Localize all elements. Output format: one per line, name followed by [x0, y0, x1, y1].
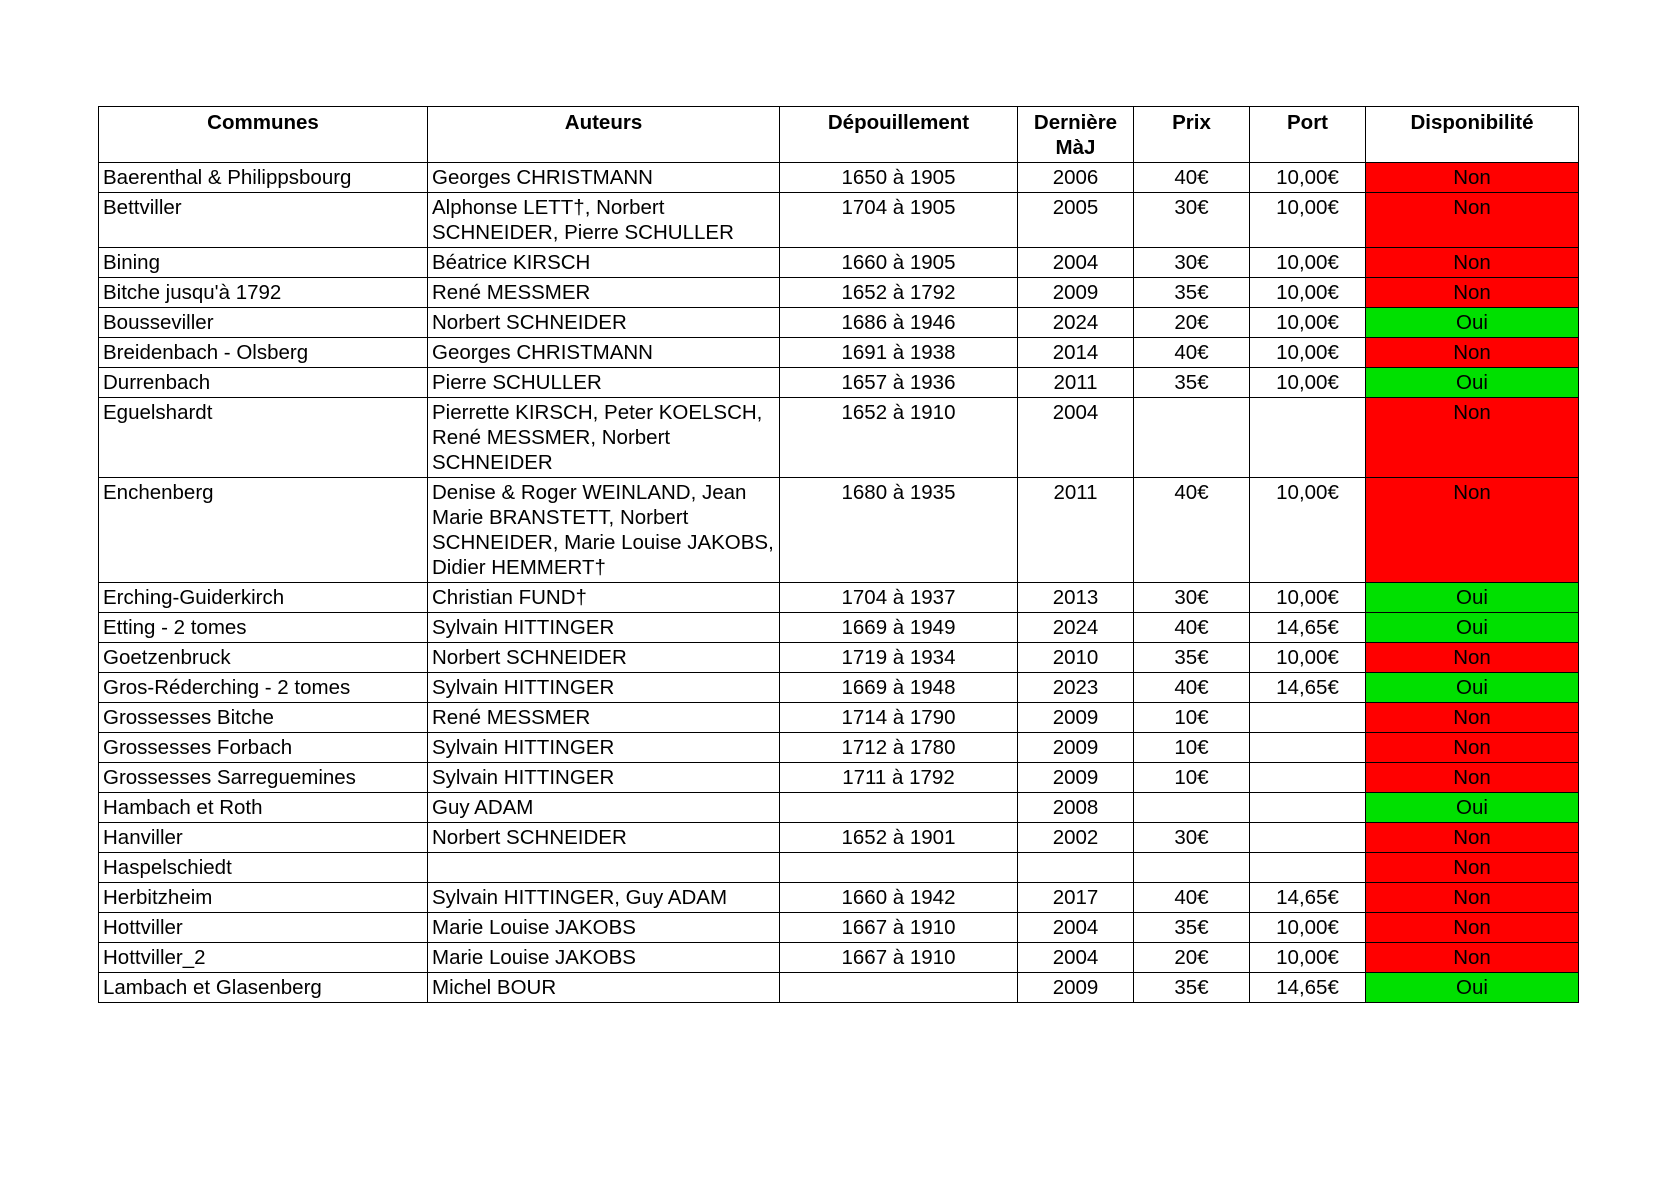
cell-commune: Grossesses Forbach — [99, 733, 428, 763]
cell-prix — [1134, 793, 1250, 823]
cell-auteurs: Pierrette KIRSCH, Peter KOELSCH, René MESSMER, Norbert SCHNEIDER — [428, 398, 780, 478]
header-prix: Prix — [1134, 107, 1250, 163]
cell-commune: Hottviller — [99, 913, 428, 943]
table-row — [99, 763, 1579, 793]
cell-depouillement — [780, 853, 1018, 883]
cell-prix — [1134, 853, 1250, 883]
cell-port: 10,00€ — [1250, 368, 1366, 398]
cell-prix: 20€ — [1134, 308, 1250, 338]
cell-prix: 20€ — [1134, 943, 1250, 973]
cell-derniere-maj: 2024 — [1018, 308, 1134, 338]
cell-derniere-maj: 2005 — [1018, 193, 1134, 248]
cell-prix: 35€ — [1134, 913, 1250, 943]
cell-auteurs: Guy ADAM — [428, 793, 780, 823]
cell-prix: 10€ — [1134, 733, 1250, 763]
table-row — [99, 673, 1579, 703]
cell-port: 10,00€ — [1250, 248, 1366, 278]
cell-derniere-maj: 2011 — [1018, 478, 1134, 583]
status-badge-disponibilite: Oui — [1366, 368, 1579, 398]
cell-port: 10,00€ — [1250, 163, 1366, 193]
header-auteurs: Auteurs — [428, 107, 780, 163]
table-row — [99, 853, 1579, 883]
cell-derniere-maj: 2017 — [1018, 883, 1134, 913]
cell-prix: 35€ — [1134, 973, 1250, 1003]
cell-auteurs: René MESSMER — [428, 278, 780, 308]
table-row — [99, 823, 1579, 853]
cell-depouillement: 1711 à 1792 — [780, 763, 1018, 793]
status-badge-disponibilite: Non — [1366, 763, 1579, 793]
cell-prix: 40€ — [1134, 163, 1250, 193]
cell-depouillement — [780, 793, 1018, 823]
table-row — [99, 163, 1579, 193]
status-badge-disponibilite: Oui — [1366, 308, 1579, 338]
cell-commune: Bousseviller — [99, 308, 428, 338]
status-badge-disponibilite: Non — [1366, 398, 1579, 478]
cell-derniere-maj: 2009 — [1018, 703, 1134, 733]
cell-port: 14,65€ — [1250, 883, 1366, 913]
table-row — [99, 278, 1579, 308]
table-row — [99, 338, 1579, 368]
cell-prix: 30€ — [1134, 583, 1250, 613]
cell-prix: 40€ — [1134, 478, 1250, 583]
cell-depouillement: 1669 à 1948 — [780, 673, 1018, 703]
status-badge-disponibilite: Non — [1366, 478, 1579, 583]
cell-derniere-maj: 2004 — [1018, 913, 1134, 943]
table-row — [99, 398, 1579, 478]
cell-depouillement: 1667 à 1910 — [780, 943, 1018, 973]
cell-auteurs: Sylvain HITTINGER — [428, 613, 780, 643]
cell-prix: 35€ — [1134, 278, 1250, 308]
cell-derniere-maj: 2006 — [1018, 163, 1134, 193]
cell-auteurs: Michel BOUR — [428, 973, 780, 1003]
status-badge-disponibilite: Oui — [1366, 973, 1579, 1003]
cell-depouillement: 1660 à 1905 — [780, 248, 1018, 278]
cell-derniere-maj: 2013 — [1018, 583, 1134, 613]
cell-prix: 40€ — [1134, 673, 1250, 703]
cell-depouillement: 1704 à 1937 — [780, 583, 1018, 613]
cell-port — [1250, 793, 1366, 823]
cell-depouillement: 1691 à 1938 — [780, 338, 1018, 368]
cell-port — [1250, 853, 1366, 883]
cell-derniere-maj: 2024 — [1018, 613, 1134, 643]
status-badge-disponibilite: Non — [1366, 278, 1579, 308]
status-badge-disponibilite: Non — [1366, 733, 1579, 763]
cell-port: 10,00€ — [1250, 583, 1366, 613]
cell-commune: Breidenbach - Olsberg — [99, 338, 428, 368]
table-row — [99, 793, 1579, 823]
cell-depouillement: 1669 à 1949 — [780, 613, 1018, 643]
cell-depouillement: 1712 à 1780 — [780, 733, 1018, 763]
status-badge-disponibilite: Non — [1366, 643, 1579, 673]
cell-auteurs: Georges CHRISTMANN — [428, 163, 780, 193]
table-row — [99, 248, 1579, 278]
cell-derniere-maj: 2004 — [1018, 248, 1134, 278]
cell-depouillement — [780, 973, 1018, 1003]
cell-port — [1250, 703, 1366, 733]
cell-auteurs: Norbert SCHNEIDER — [428, 643, 780, 673]
cell-commune: Goetzenbruck — [99, 643, 428, 673]
cell-prix: 40€ — [1134, 338, 1250, 368]
cell-derniere-maj: 2004 — [1018, 398, 1134, 478]
cell-auteurs: René MESSMER — [428, 703, 780, 733]
cell-depouillement: 1714 à 1790 — [780, 703, 1018, 733]
cell-prix: 10€ — [1134, 763, 1250, 793]
header-derniere-maj: Dernière MàJ — [1018, 107, 1134, 163]
cell-commune: Baerenthal & Philippsbourg — [99, 163, 428, 193]
cell-derniere-maj: 2011 — [1018, 368, 1134, 398]
table-row — [99, 308, 1579, 338]
cell-depouillement: 1660 à 1942 — [780, 883, 1018, 913]
status-badge-disponibilite: Non — [1366, 883, 1579, 913]
cell-prix: 35€ — [1134, 368, 1250, 398]
cell-auteurs: Georges CHRISTMANN — [428, 338, 780, 368]
table-row — [99, 478, 1579, 583]
cell-depouillement: 1652 à 1910 — [780, 398, 1018, 478]
cell-depouillement: 1680 à 1935 — [780, 478, 1018, 583]
cell-port — [1250, 763, 1366, 793]
status-badge-disponibilite: Oui — [1366, 673, 1579, 703]
cell-commune: Durrenbach — [99, 368, 428, 398]
cell-commune: Bining — [99, 248, 428, 278]
cell-port — [1250, 823, 1366, 853]
cell-commune: Grossesses Sarreguemines — [99, 763, 428, 793]
header-disponibilite: Disponibilité — [1366, 107, 1579, 163]
cell-auteurs: Marie Louise JAKOBS — [428, 943, 780, 973]
cell-commune: Haspelschiedt — [99, 853, 428, 883]
status-badge-disponibilite: Non — [1366, 823, 1579, 853]
cell-commune: Enchenberg — [99, 478, 428, 583]
cell-port — [1250, 733, 1366, 763]
cell-commune: Hottviller_2 — [99, 943, 428, 973]
cell-prix: 30€ — [1134, 248, 1250, 278]
cell-prix: 30€ — [1134, 193, 1250, 248]
cell-depouillement: 1704 à 1905 — [780, 193, 1018, 248]
cell-port: 10,00€ — [1250, 943, 1366, 973]
table-row — [99, 943, 1579, 973]
cell-auteurs: Norbert SCHNEIDER — [428, 823, 780, 853]
cell-commune: Hambach et Roth — [99, 793, 428, 823]
status-badge-disponibilite: Oui — [1366, 613, 1579, 643]
document-page — [98, 106, 1579, 1003]
cell-auteurs: Pierre SCHULLER — [428, 368, 780, 398]
cell-depouillement: 1686 à 1946 — [780, 308, 1018, 338]
header-row — [99, 107, 1579, 163]
cell-auteurs: Norbert SCHNEIDER — [428, 308, 780, 338]
cell-auteurs: Sylvain HITTINGER — [428, 763, 780, 793]
cell-prix: 40€ — [1134, 613, 1250, 643]
cell-commune: Bettviller — [99, 193, 428, 248]
cell-prix: 30€ — [1134, 823, 1250, 853]
cell-auteurs: Béatrice KIRSCH — [428, 248, 780, 278]
cell-auteurs: Sylvain HITTINGER, Guy ADAM — [428, 883, 780, 913]
status-badge-disponibilite: Non — [1366, 163, 1579, 193]
table-row — [99, 973, 1579, 1003]
cell-port: 14,65€ — [1250, 673, 1366, 703]
status-badge-disponibilite: Non — [1366, 703, 1579, 733]
table-row — [99, 193, 1579, 248]
cell-depouillement: 1650 à 1905 — [780, 163, 1018, 193]
cell-prix: 10€ — [1134, 703, 1250, 733]
status-badge-disponibilite: Oui — [1366, 583, 1579, 613]
cell-derniere-maj: 2009 — [1018, 973, 1134, 1003]
cell-port: 10,00€ — [1250, 478, 1366, 583]
cell-derniere-maj: 2009 — [1018, 278, 1134, 308]
cell-derniere-maj: 2009 — [1018, 763, 1134, 793]
cell-port: 10,00€ — [1250, 338, 1366, 368]
status-badge-disponibilite: Non — [1366, 853, 1579, 883]
table-row — [99, 883, 1579, 913]
header-communes: Communes — [99, 107, 428, 163]
cell-port: 10,00€ — [1250, 643, 1366, 673]
cell-prix: 35€ — [1134, 643, 1250, 673]
cell-prix — [1134, 398, 1250, 478]
table-body — [99, 163, 1579, 1003]
table-row — [99, 613, 1579, 643]
cell-derniere-maj: 2023 — [1018, 673, 1134, 703]
table-row — [99, 583, 1579, 613]
cell-commune: Gros-Réderching - 2 tomes — [99, 673, 428, 703]
cell-commune: Eguelshardt — [99, 398, 428, 478]
cell-auteurs — [428, 853, 780, 883]
table-row — [99, 733, 1579, 763]
cell-depouillement: 1657 à 1936 — [780, 368, 1018, 398]
status-badge-disponibilite: Non — [1366, 338, 1579, 368]
cell-depouillement: 1667 à 1910 — [780, 913, 1018, 943]
cell-auteurs: Denise & Roger WEINLAND, Jean Marie BRANSTETT, Norbert SCHNEIDER, Marie Louise JAKOBS, Didier HEMMERT† — [428, 478, 780, 583]
cell-derniere-maj: 2004 — [1018, 943, 1134, 973]
status-badge-disponibilite: Non — [1366, 193, 1579, 248]
cell-derniere-maj: 2002 — [1018, 823, 1134, 853]
communes-table — [98, 106, 1579, 1003]
cell-port — [1250, 398, 1366, 478]
cell-auteurs: Sylvain HITTINGER — [428, 673, 780, 703]
cell-depouillement: 1652 à 1792 — [780, 278, 1018, 308]
cell-auteurs: Marie Louise JAKOBS — [428, 913, 780, 943]
cell-commune: Lambach et Glasenberg — [99, 973, 428, 1003]
cell-commune: Etting - 2 tomes — [99, 613, 428, 643]
cell-auteurs: Sylvain HITTINGER — [428, 733, 780, 763]
cell-derniere-maj: 2014 — [1018, 338, 1134, 368]
status-badge-disponibilite: Non — [1366, 913, 1579, 943]
status-badge-disponibilite: Non — [1366, 943, 1579, 973]
cell-derniere-maj — [1018, 853, 1134, 883]
table-row — [99, 368, 1579, 398]
cell-depouillement: 1719 à 1934 — [780, 643, 1018, 673]
cell-depouillement: 1652 à 1901 — [780, 823, 1018, 853]
cell-derniere-maj: 2010 — [1018, 643, 1134, 673]
cell-port: 10,00€ — [1250, 278, 1366, 308]
cell-commune: Erching-Guiderkirch — [99, 583, 428, 613]
cell-commune: Hanviller — [99, 823, 428, 853]
cell-commune: Grossesses Bitche — [99, 703, 428, 733]
header-port: Port — [1250, 107, 1366, 163]
cell-port: 10,00€ — [1250, 913, 1366, 943]
header-depouillement: Dépouillement — [780, 107, 1018, 163]
cell-derniere-maj: 2009 — [1018, 733, 1134, 763]
cell-port: 14,65€ — [1250, 613, 1366, 643]
table-row — [99, 913, 1579, 943]
cell-port: 14,65€ — [1250, 973, 1366, 1003]
cell-port: 10,00€ — [1250, 308, 1366, 338]
table-row — [99, 703, 1579, 733]
cell-auteurs: Alphonse LETT†, Norbert SCHNEIDER, Pierre SCHULLER — [428, 193, 780, 248]
cell-derniere-maj: 2008 — [1018, 793, 1134, 823]
cell-prix: 40€ — [1134, 883, 1250, 913]
cell-port: 10,00€ — [1250, 193, 1366, 248]
cell-auteurs: Christian FUND† — [428, 583, 780, 613]
status-badge-disponibilite: Non — [1366, 248, 1579, 278]
cell-commune: Herbitzheim — [99, 883, 428, 913]
table-row — [99, 643, 1579, 673]
status-badge-disponibilite: Oui — [1366, 793, 1579, 823]
cell-commune: Bitche jusqu'à 1792 — [99, 278, 428, 308]
